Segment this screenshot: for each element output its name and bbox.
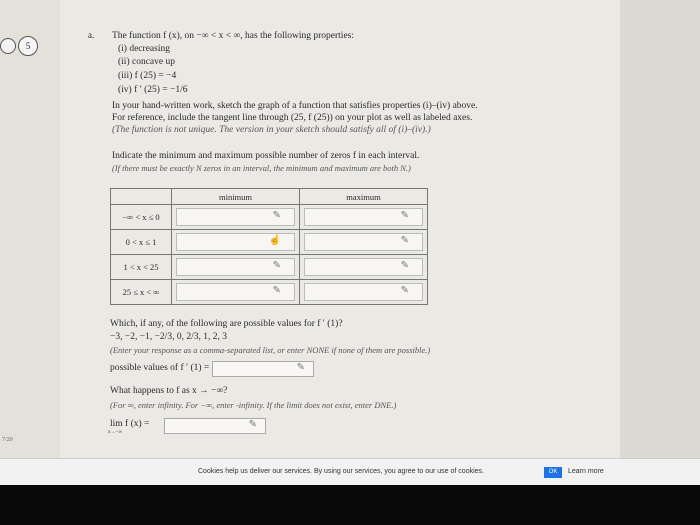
question-label: a.: [88, 30, 95, 40]
header-maximum: maximum: [300, 189, 428, 205]
limit-hint: (For ∞, enter infinity. For −∞, enter -infinity. If the limit does not exist, enter DNE.): [110, 400, 397, 410]
maximum-input-cell[interactable]: [300, 255, 428, 280]
pencil-icon: ✎: [400, 210, 409, 221]
instruction-sketch: In your hand-written work, sketch the graph of a function that satisfies properties (i)–(iv) above.: [112, 101, 478, 111]
table-corner: [111, 189, 172, 205]
limit-prompt: What happens to f as x → −∞?: [110, 386, 228, 396]
cookie-banner: [0, 458, 700, 486]
fprime-hint: (Enter your response as a comma-separated list, or enter NONE if none of them are possible.): [110, 345, 431, 355]
question-nav: [0, 36, 38, 56]
minimum-input-cell[interactable]: [172, 280, 300, 305]
pencil-icon: ✎: [272, 260, 281, 271]
zeros-table: [110, 188, 428, 305]
prev-question-button[interactable]: [0, 38, 16, 54]
zeros-hint: (If there must be exactly N zeros in an interval, the minimum and maximum are both N.): [112, 163, 411, 173]
screen-bezel: [0, 485, 700, 525]
maximum-input-cell[interactable]: [300, 205, 428, 230]
page-counter: 7/20: [2, 437, 13, 443]
right-margin: [620, 0, 700, 458]
table-row: [111, 230, 428, 255]
table-row: [111, 255, 428, 280]
question-number-badge[interactable]: 5: [18, 36, 38, 56]
maximum-input-cell[interactable]: [300, 280, 428, 305]
row-label: 25 ≤ x < ∞: [111, 280, 172, 305]
limit-answer-input[interactable]: [164, 418, 266, 434]
pencil-icon: ✎: [400, 285, 409, 296]
header-minimum: minimum: [172, 189, 300, 205]
instruction-note: (The function is not unique. The version in your sketch should satisfy all of (i)–(iv).): [112, 125, 431, 135]
limit-field-label: lim f (x) =: [110, 419, 150, 429]
minimum-input-cell[interactable]: [172, 255, 300, 280]
table-row: [111, 280, 428, 305]
pencil-icon: ✎: [400, 235, 409, 246]
pencil-icon: ✎: [296, 362, 305, 373]
minimum-input-cell[interactable]: [172, 230, 300, 255]
row-label: 1 < x < 25: [111, 255, 172, 280]
limit-subscript: x→−∞: [108, 430, 122, 435]
maximum-input-cell[interactable]: [300, 230, 428, 255]
instruction-tangent: For reference, include the tangent line through (25, f (25)) on your plot as well as labeled axes.: [112, 113, 473, 123]
table-row: [111, 205, 428, 230]
question-intro: The function f (x), on −∞ < x < ∞, has the following properties:: [112, 31, 354, 41]
pencil-icon: ✎: [272, 285, 281, 296]
property-4: (iv) f ′ (25) = −1/6: [118, 85, 188, 95]
zeros-prompt: Indicate the minimum and maximum possible number of zeros f in each interval.: [112, 151, 420, 161]
property-3: (iii) f (25) = −4: [118, 71, 177, 81]
row-label: 0 < x ≤ 1: [111, 230, 172, 255]
pencil-icon: ✎: [400, 260, 409, 271]
row-label: −∞ < x ≤ 0: [111, 205, 172, 230]
cookie-text: Cookies help us deliver our services. By using our services, you agree to our use of cookies.: [198, 468, 484, 475]
minimum-input-cell[interactable]: [172, 205, 300, 230]
cookie-ok-button[interactable]: OK: [544, 467, 562, 478]
learn-more-link[interactable]: Learn more: [568, 468, 604, 475]
hand-cursor-icon: ☝: [268, 235, 281, 246]
fprime-prompt: Which, if any, of the following are possible values for f ′ (1)?: [110, 319, 343, 329]
left-margin: [0, 0, 60, 458]
property-2: (ii) concave up: [118, 57, 175, 67]
fprime-values: −3, −2, −1, −2/3, 0, 2/3, 1, 2, 3: [110, 332, 227, 342]
fprime-answer-input[interactable]: [212, 361, 314, 377]
pencil-icon: ✎: [272, 210, 281, 221]
pencil-icon: ✎: [248, 419, 257, 430]
fprime-field-label: possible values of f ′ (1) =: [110, 363, 210, 373]
property-1: (i) decreasing: [118, 44, 170, 54]
